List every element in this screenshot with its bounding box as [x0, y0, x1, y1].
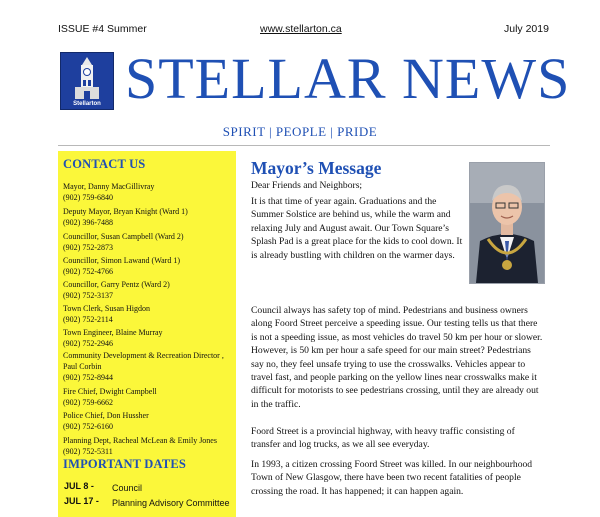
contact-name: Councillor, Susan Campbell (Ward 2): [63, 232, 184, 241]
contact-entry: [63, 350, 235, 383]
article-paragraph: It is that time of year again. Graduations and the Summer Solstice are behind us, while the warm and relaxing July and August await. Our Town Square’s Splash Pad is a great place for the kids to cool down. It is already bustling with children on the warmer days.: [251, 196, 463, 261]
contact-phone: (902) 752-4766: [63, 267, 113, 276]
contact-entry: [63, 255, 235, 277]
contact-phone: (902) 752-6160: [63, 422, 113, 431]
contact-name: Deputy Mayor, Bryan Knight (Ward 1): [63, 207, 188, 216]
contact-phone: (902) 752-5311: [63, 447, 113, 456]
contact-entry: [63, 435, 235, 457]
date-event: Council: [112, 483, 143, 493]
contact-phone: (902) 752-3137: [63, 291, 113, 300]
article-paragraph: Foord Street is a provincial highway, with heavy traffic consisting of transfer and log trucks, as we all see everyday.: [251, 426, 515, 451]
contact-name: Councillor, Simon Lawand (Ward 1): [63, 256, 181, 265]
contact-name: Police Chief, Don Hussher: [63, 411, 149, 420]
contact-entry: [63, 386, 235, 408]
greeting-text: Dear Friends and Neighbors;: [251, 180, 363, 191]
contact-entry: [63, 231, 235, 253]
contact-name: Community Development & Recreation Director , Paul Corbin: [63, 351, 224, 371]
contact-entry: [63, 279, 235, 301]
contact-phone: (902) 752-2873: [63, 243, 113, 252]
contact-entry: [63, 410, 235, 432]
issue-header-bar: [0, 23, 600, 37]
contact-phone: (902) 752-2946: [63, 339, 113, 348]
newsletter-title: STELLAR NEWS: [125, 46, 571, 111]
article-paragraph: Council always has safety top of mind. Pedestrians and business owners along Foord Street perceive a speeding issue. Our testing tells us that there is not a speeding issue, as most vehicles do travel 50 km per hour or slower. However, is 50 km per hour a safe speed for our main street? Pedestrians say no, they feel unsafe trying to use the crosswalks. Vehicles appear to travel fast, and people parking on the yellow lines near crosswalks make it difficult for motorists to see pedestrians crossing, until they are already out in the traffic.: [251, 305, 543, 410]
date-event: Planning Advisory Committee: [112, 498, 230, 508]
town-logo: [60, 52, 114, 110]
contact-entry: [63, 181, 235, 203]
contact-name: Planning Dept, Racheal McLean & Emily Jones: [63, 436, 217, 445]
portrait-image: [470, 163, 544, 283]
contact-phone: (902) 396-7488: [63, 218, 113, 227]
contact-entry: [63, 327, 235, 349]
contact-phone: (902) 759-6840: [63, 193, 113, 202]
contact-entry: [63, 303, 235, 325]
date-value: JUL 17 -: [64, 496, 99, 506]
header-divider: [58, 145, 550, 146]
dates-heading: IMPORTANT DATES: [63, 457, 187, 471]
contact-name: Fire Chief, Dwight Campbell: [63, 387, 157, 396]
article-paragraph: In 1993, a citizen crossing Foord Street was killed. In our neighbourhood Town of New Glasgow, there have been two recent fatalities of people crossing the road. It has happened; it can happen again.: [251, 459, 533, 497]
contact-name: Councillor, Garry Pentz (Ward 2): [63, 280, 170, 289]
sidebar: [58, 151, 236, 517]
website-link[interactable]: www.stellarton.ca: [260, 23, 342, 35]
logo-label: Stellarton: [73, 101, 101, 107]
contact-name: Mayor, Danny MacGillivray: [63, 182, 155, 191]
contact-name: Town Clerk, Susan Higdon: [63, 304, 150, 313]
contact-entry: [63, 206, 235, 228]
issue-date: July 2019: [504, 23, 549, 35]
mayor-photo: [469, 162, 545, 284]
contact-phone: (902) 752-2114: [63, 315, 113, 324]
issue-label: ISSUE #4 Summer: [58, 23, 147, 35]
article-heading: Mayor’s Message: [251, 158, 382, 178]
contact-phone: (902) 752-8944: [63, 373, 113, 382]
contact-phone: (902) 759-6662: [63, 398, 113, 407]
contact-name: Town Engineer, Blaine Murray: [63, 328, 163, 337]
tagline: SPIRIT | PEOPLE | PRIDE: [222, 124, 378, 139]
contacts-heading: CONTACT US: [63, 157, 146, 171]
article-greeting: [251, 179, 471, 192]
date-value: JUL 8 -: [64, 481, 94, 491]
